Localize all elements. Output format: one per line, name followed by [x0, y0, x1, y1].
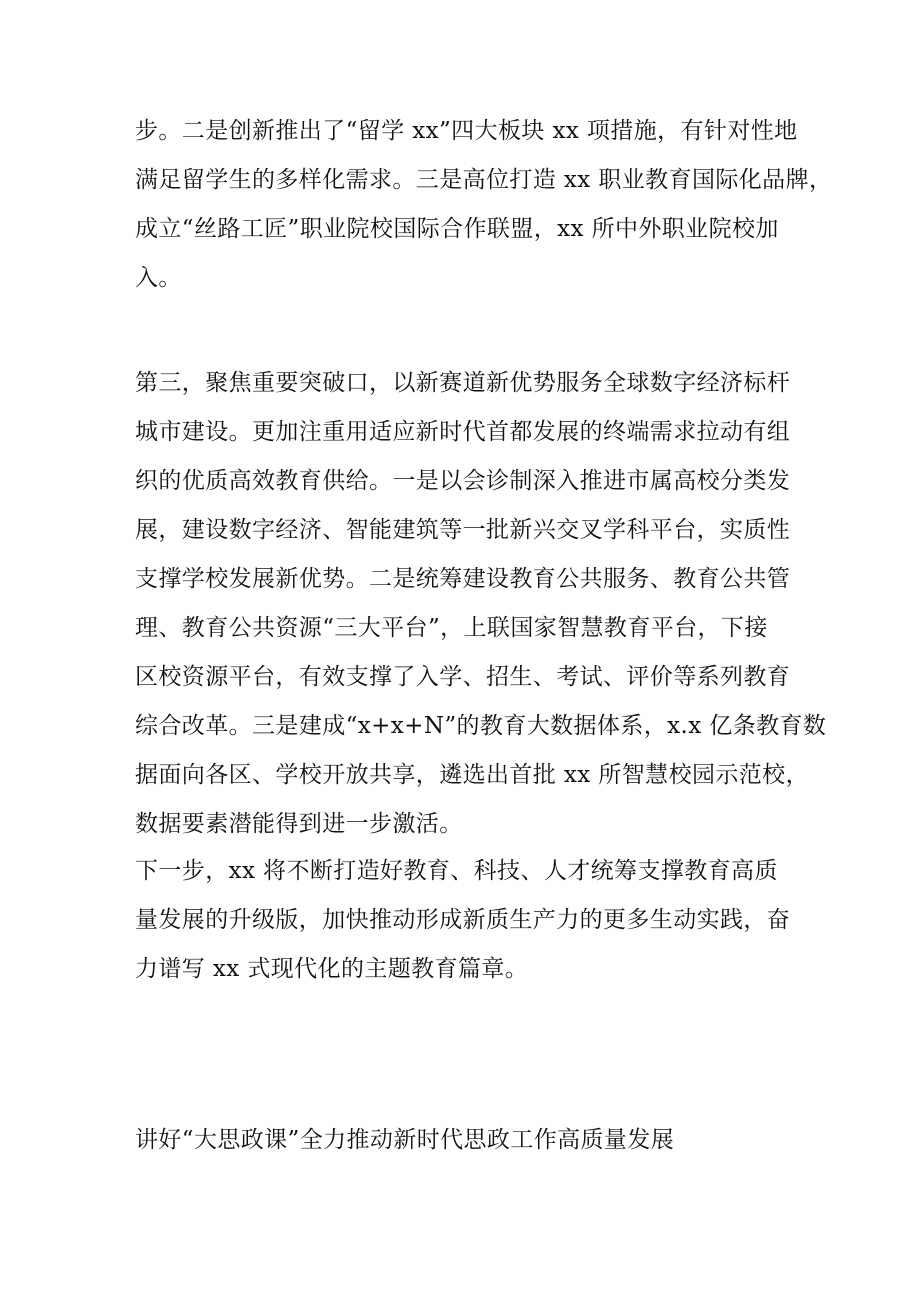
section-heading: 讲好“大思政课”全力推动新时代思政工作高质量发展 — [135, 1127, 675, 1153]
paragraph-2-line-2: 城市建设。更加注重用适应新时代首都发展的终端需求拉动有组 — [135, 419, 791, 445]
paragraph-2-line-7: 区校资源平台，有效支撑了入学、招生、考试、评价等系列教育 — [135, 664, 791, 690]
paragraph-2-line-5: 支撑学校发展新优势。二是统筹建设教育公共服务、教育公共管 — [135, 566, 791, 592]
paragraph-2-line-3: 织的优质高效教育供给。一是以会诊制深入推进市属高校分类发 — [135, 468, 791, 494]
paragraph-3-line-2: 量发展的升级版，加快推动形成新质生产力的更多生动实践，奋 — [135, 907, 791, 933]
paragraph-2-line-8: 综合改革。三是建成“x+x+N”的教育大数据体系，x.x 亿条教育数 — [135, 713, 827, 739]
paragraph-1-line-1: 步。二是创新推出了“留学 xx”四大板块 xx 项措施，有针对性地 — [135, 118, 798, 144]
paragraph-2-line-9: 据面向各区、学校开放共享，遴选出首批 xx 所智慧校园示范校， — [135, 762, 809, 788]
paragraph-2-line-6: 理、教育公共资源“三大平台”，上联国家智慧教育平台，下接 — [135, 615, 768, 641]
paragraph-2-line-4: 展，建设数字经济、智能建筑等一批新兴交叉学科平台，实质性 — [135, 517, 791, 543]
paragraph-2-line-1: 第三，聚焦重要突破口，以新赛道新优势服务全球数字经济标杆 — [135, 370, 791, 396]
paragraph-1-line-4: 入。 — [135, 265, 182, 291]
paragraph-1-line-3: 成立“丝路工匠”职业院校国际合作联盟，xx 所中外职业院校加 — [135, 216, 779, 242]
paragraph-3-line-3: 力谱写 xx 式现代化的主题教育篇章。 — [135, 956, 529, 982]
paragraph-2-line-10: 数据要素潜能得到进一步激活。 — [135, 811, 463, 837]
paragraph-3-line-1: 下一步，xx 将不断打造好教育、科技、人才统筹支撑教育高质 — [135, 858, 778, 884]
paragraph-1-line-2: 满足留学生的多样化需求。三是高位打造 xx 职业教育国际化品牌， — [135, 167, 833, 193]
